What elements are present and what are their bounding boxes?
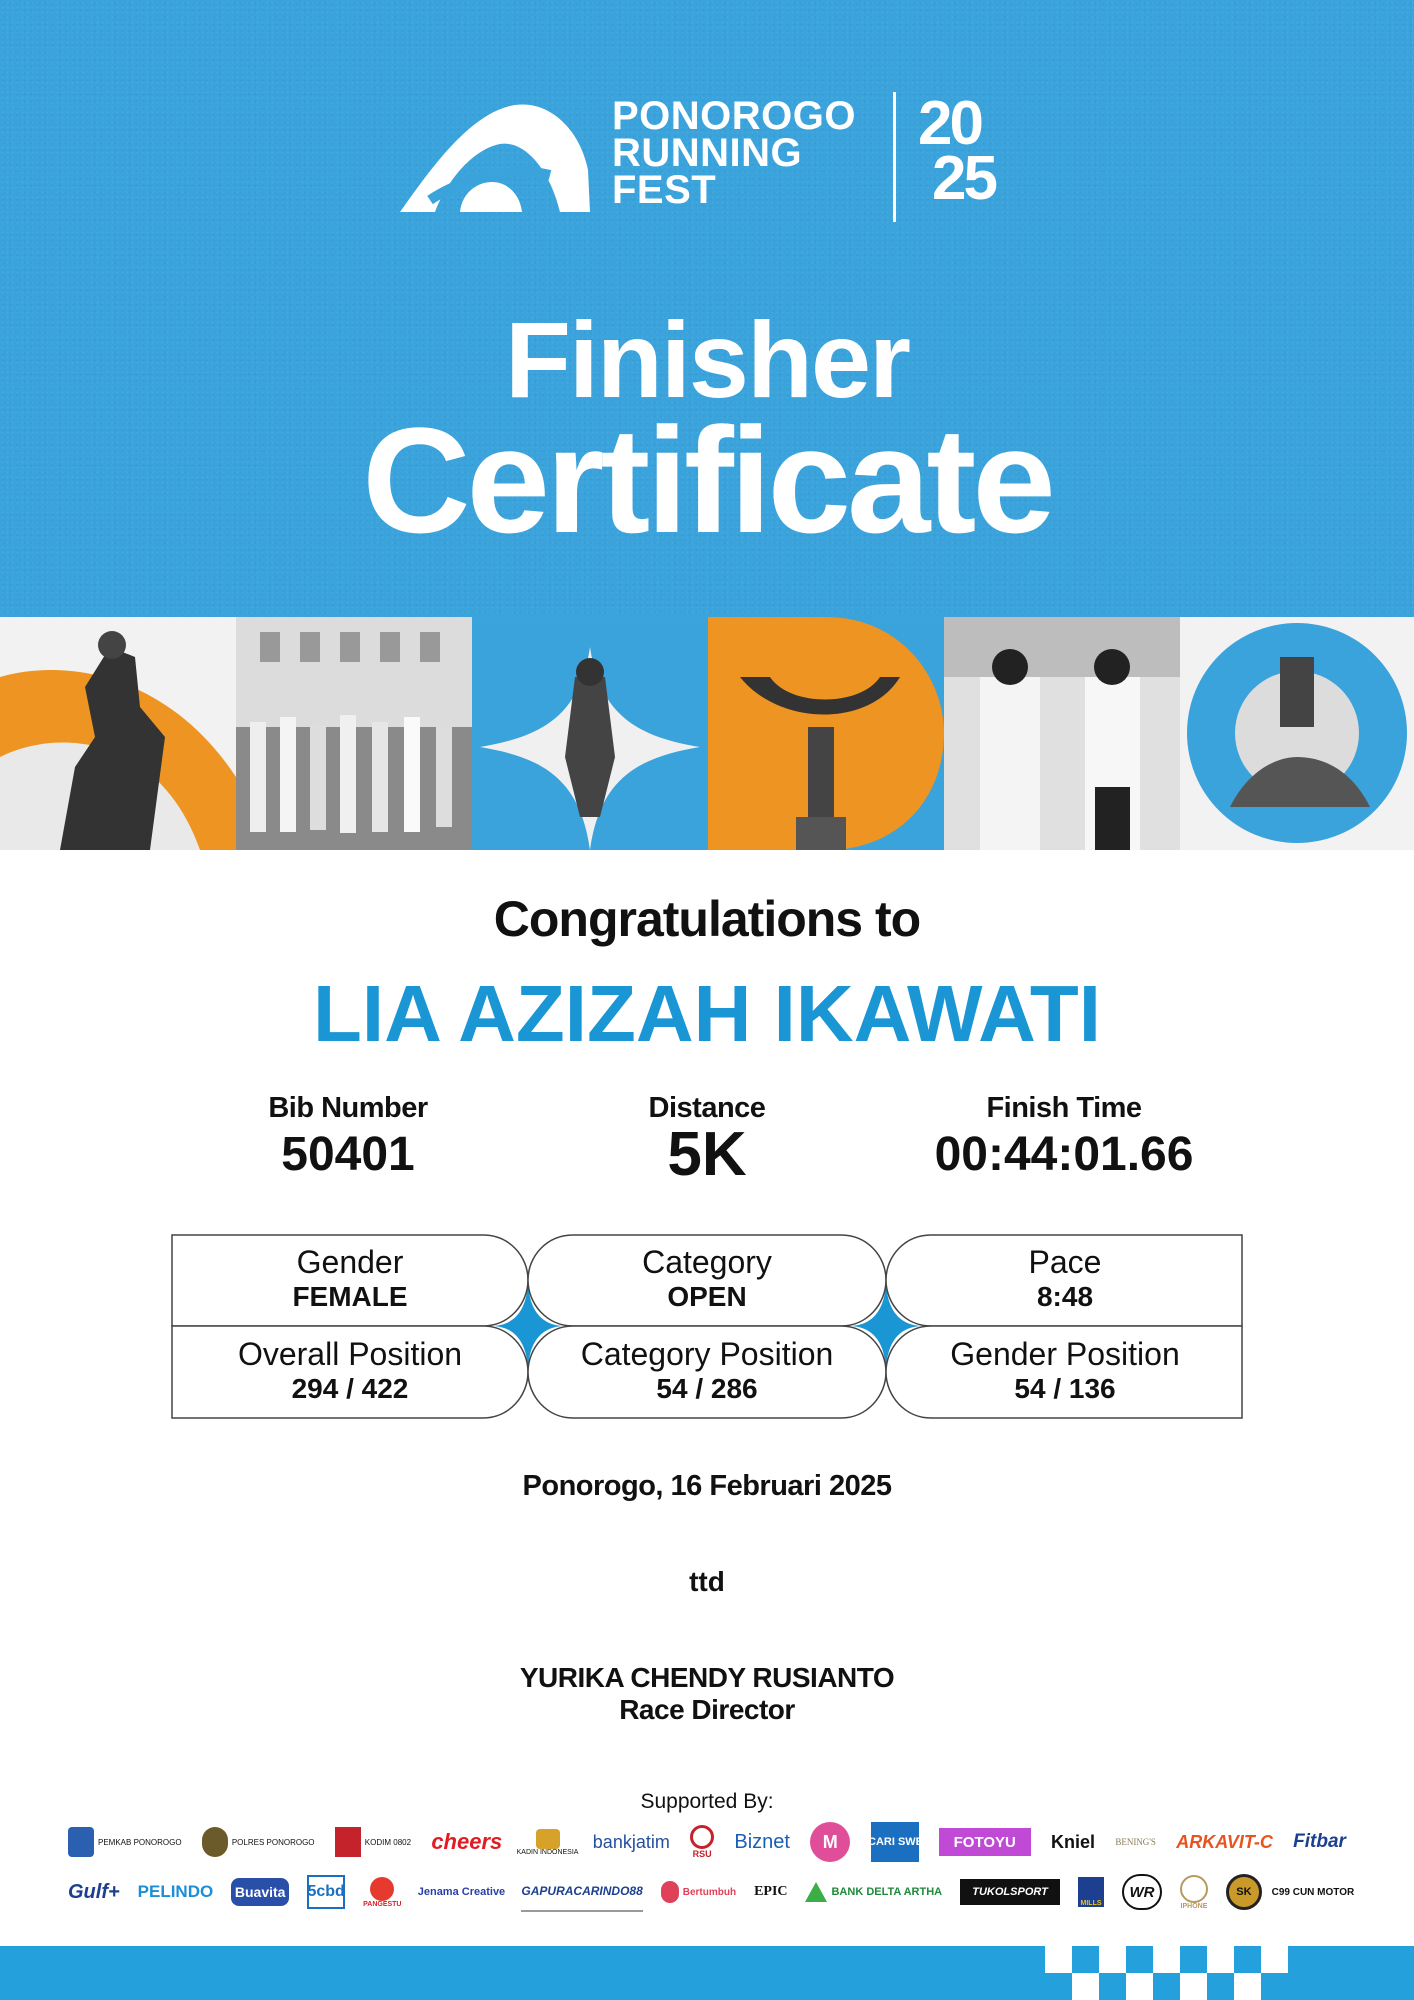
- sponsor-logo: 5cbd: [307, 1875, 345, 1909]
- gender-position-value: 54 / 136: [1014, 1373, 1116, 1404]
- finish-time-stat: [864, 1092, 1264, 1185]
- distance-stat: [507, 1092, 907, 1189]
- gender-cell: [171, 1242, 529, 1334]
- finish-time-value: 00:44:01.66: [934, 1128, 1194, 1181]
- sponsor-logo: cheers: [431, 1829, 503, 1854]
- sponsor-logo: C99 CUN MOTOR: [1271, 1886, 1355, 1898]
- pace-cell: [886, 1242, 1244, 1334]
- congratulations-heading: Congratulations to: [493, 891, 921, 947]
- sponsor-logo: Bertumbuh: [661, 1872, 736, 1912]
- brand-year-bottom: 25: [932, 144, 995, 213]
- sponsor-logo: IPHONE: [1180, 1872, 1208, 1912]
- sponsor-logo: M: [810, 1822, 850, 1862]
- sponsor-logo: POCARI SWEAT: [871, 1822, 919, 1862]
- sponsor-row-1: [68, 1820, 1346, 1864]
- sponsor-logo: PELINDO: [137, 1882, 214, 1901]
- sponsor-logo: RSU: [690, 1822, 714, 1862]
- sponsor-logo: TUKOLSPORT: [960, 1879, 1060, 1905]
- brand-line-2: RUNNING: [612, 131, 803, 175]
- sponsor-logo: ARKAVIT-C: [1176, 1831, 1273, 1852]
- sponsor-logo: KODIM 0802: [335, 1822, 411, 1862]
- gender-label: Gender: [296, 1244, 404, 1280]
- sponsor-logo: POLRES PONOROGO: [202, 1822, 315, 1862]
- sponsor-logo: PEMKAB PONOROGO: [68, 1822, 182, 1862]
- signer-role: Race Director: [619, 1694, 795, 1725]
- finish-time-label: Finish Time: [986, 1092, 1142, 1124]
- category-label: Category: [642, 1244, 772, 1280]
- sponsor-logo: WR: [1122, 1874, 1162, 1910]
- sponsor-logo: Jenama Creative: [417, 1885, 506, 1898]
- signer-block: [0, 1662, 1414, 1726]
- details-grid: [171, 1234, 1243, 1419]
- sponsor-logo: FOTOYU: [939, 1828, 1031, 1856]
- gender-position-cell: [886, 1334, 1244, 1426]
- certificate-title-line-1: Finisher: [504, 299, 910, 420]
- bib-value: 50401: [281, 1128, 415, 1181]
- category-position-label: Category Position: [580, 1336, 834, 1372]
- logo-divider: [893, 92, 896, 222]
- signer-name: YURIKA CHENDY RUSIANTO: [519, 1662, 895, 1693]
- sponsor-logo: KADIN INDONESIA: [523, 1822, 573, 1862]
- bib-label: Bib Number: [268, 1092, 428, 1124]
- sponsor-logo: GAPURACARINDO88: [521, 1872, 642, 1912]
- participant-name: LIA AZIZAH IKAWATI: [312, 969, 1102, 1058]
- sponsor-logo: BANK DELTA ARTHA: [805, 1872, 942, 1912]
- pace-value: 8:48: [1036, 1281, 1094, 1312]
- sponsor-logo: BENING'S: [1115, 1837, 1156, 1847]
- supported-by-label: Supported By:: [640, 1790, 774, 1813]
- brand-line-3: FEST: [612, 168, 717, 212]
- brand-year: [918, 89, 995, 213]
- running-fest-logo-icon: [400, 100, 590, 215]
- category-cell: [528, 1242, 886, 1334]
- pace-label: Pace: [1028, 1244, 1102, 1280]
- gender-position-label: Gender Position: [950, 1336, 1180, 1372]
- sponsor-logo: MILLS: [1078, 1877, 1104, 1907]
- sponsor-logo: Gulf+: [68, 1880, 120, 1903]
- sponsor-row-2: [68, 1870, 1355, 1914]
- checkered-flag-pattern: [1045, 1946, 1295, 2000]
- sponsor-logo: bankjatim: [592, 1831, 670, 1852]
- sponsor-logo: PANGESTU: [363, 1872, 401, 1912]
- distance-label: Distance: [648, 1092, 766, 1124]
- photo-collage-strip: [0, 617, 1414, 850]
- brand-year-top: 20: [918, 89, 981, 158]
- place-and-date: Ponorogo, 16 Februari 2025: [522, 1470, 892, 1502]
- sponsor-logo: SK: [1226, 1874, 1262, 1910]
- signature-placeholder: ttd: [689, 1566, 725, 1597]
- category-value: OPEN: [667, 1281, 747, 1312]
- certificate-title-line-2: Certificate: [362, 396, 1052, 564]
- distance-value: 5K: [667, 1120, 747, 1189]
- sponsor-logo: EPIC: [754, 1884, 788, 1899]
- sponsor-logo: Biznet: [734, 1830, 790, 1853]
- brand-line-1: PONOROGO: [612, 94, 857, 138]
- brand-wordmark: [612, 94, 857, 212]
- overall-position-value: 294 / 422: [291, 1373, 409, 1404]
- sponsor-logo: Fitbar: [1293, 1831, 1346, 1852]
- category-position-cell: [528, 1334, 886, 1426]
- sponsor-logo: Buavita: [231, 1878, 289, 1906]
- hero-banner: [0, 0, 1414, 617]
- category-position-value: 54 / 286: [656, 1373, 758, 1404]
- event-logo: [400, 89, 1020, 227]
- gender-value: FEMALE: [292, 1281, 408, 1312]
- sponsor-logo: Kniel: [1051, 1831, 1096, 1852]
- overall-position-label: Overall Position: [237, 1336, 463, 1372]
- overall-position-cell: [171, 1334, 529, 1426]
- bib-stat: [148, 1092, 548, 1185]
